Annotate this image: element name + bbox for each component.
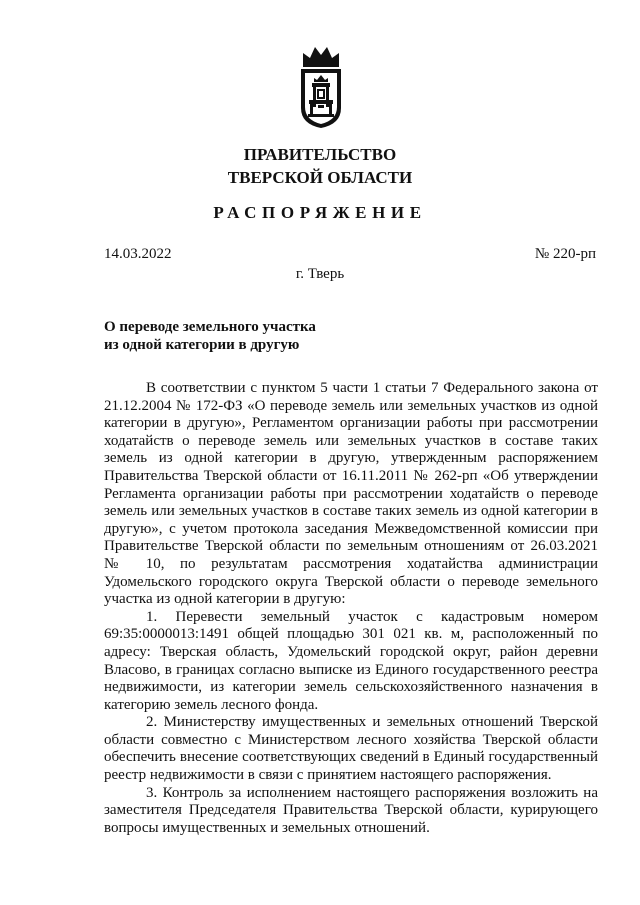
subject-line-1: О переводе земельного участка [104, 319, 316, 335]
document-number: № 220-рп [534, 246, 596, 262]
preamble-paragraph: В соответствии с пунктом 5 части 1 статьи 7 Федерального закона от 21.12.2004 № 172-ФЗ «О переводе земель или земельных участков из одной категории в другую», Регламентом организации работы при рассмотрении ходатайств о переводе земель или земельных участков в составе таких земель из одной категории в другую, утвержденным распоряжением Правительства Тверской области от 16.11.2011 № 262-рп «Об утверждении Регламента организации работы при рассмотрении ходатайств о переводе земель или земельных участков в составе таких земель из одной категории в другую», с учетом протокола заседания Межведомственной комиссии при Правительстве Тверской области по земельным отношениям от 26.03.2021 № 10, по результатам рассмотрения ходатайства администрации Удомельского городского округа Тверской области о переводе земельного участка из одной категории в другую: [104, 380, 598, 608]
item-3-paragraph: 3. Контроль за исполнением настоящего распоряжения возложить на заместителя Председателя Правительства Тверской области, курирующего вопросы имущественных и земельных отношений. [104, 784, 598, 836]
document-type: РАСПОРЯЖЕНИЕ [213, 203, 427, 222]
item-2-paragraph: 2. Министерству имущественных и земельных отношений Тверской области совместно с Министерством лесного хозяйства Тверской области обеспечить внесение соответствующих сведений в Единый государственный реестр недвижимости в связи с принятием настоящего распоряжения. [104, 714, 598, 784]
document-body [104, 380, 598, 837]
authority-line-2: ТВЕРСКОЙ ОБЛАСТИ [227, 168, 413, 187]
issuing-authority [0, 143, 640, 189]
subject-line-2: из одной категории в другую [104, 337, 300, 353]
document-date: 14.03.2022 [104, 246, 172, 262]
item-1-paragraph: 1. Перевести земельный участок с кадастровым номером 69:35:0000013:1491 общей площадью 301 021 кв. м, расположенный по адресу: Тверская область, Удомельский городской округ, район деревни Власово, в границах согласно выписке из Единого государственного реестра недвижимости, из категории земель сельскохозяйственного назначения в категорию земель лесного фонда. [104, 608, 598, 713]
authority-line-1: ПРАВИТЕЛЬСТВО [243, 145, 397, 164]
tver-coat-of-arms-icon [298, 44, 344, 130]
document-subject [104, 318, 316, 354]
document-city: г. Тверь [295, 266, 345, 282]
